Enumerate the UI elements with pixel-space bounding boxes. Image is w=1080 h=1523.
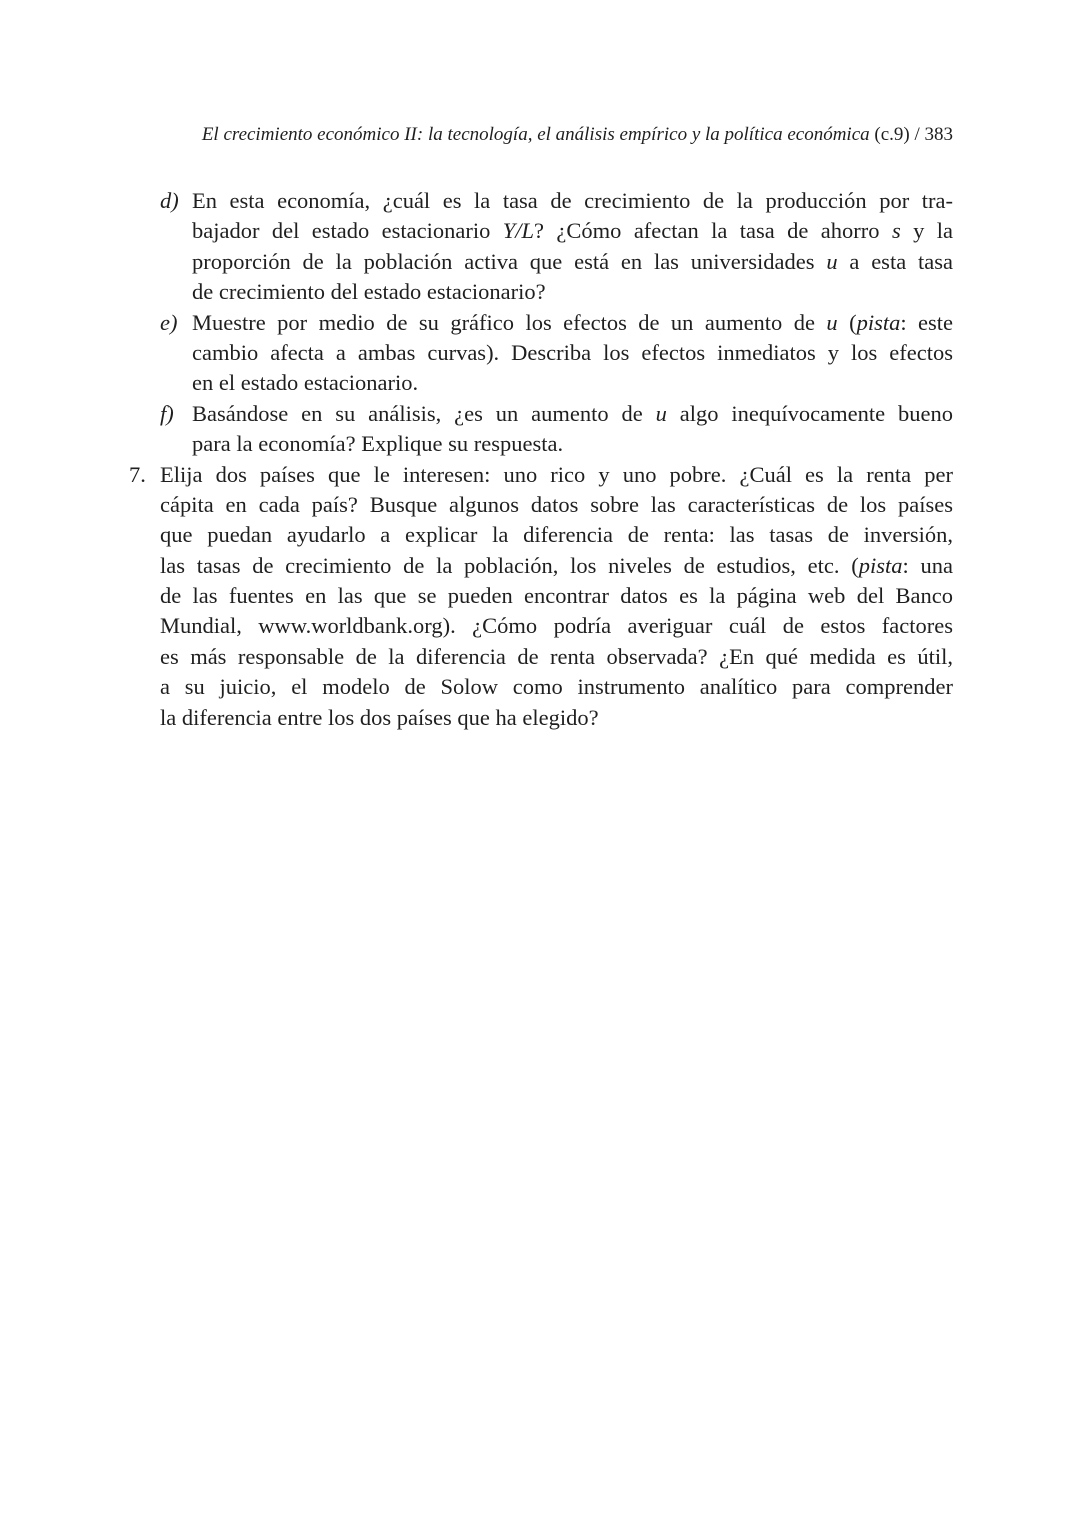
text-line	[192, 277, 953, 307]
text-segment: proporción de la población activa que está en las universidades	[192, 248, 827, 274]
header-separator: /	[914, 124, 920, 145]
header-chapter: (c.9)	[874, 124, 910, 145]
text-segment: Muestre por medio de su gráfico los efectos de un aumento de	[192, 309, 827, 335]
exercise-question	[0, 460, 1080, 734]
page-number: 383	[924, 124, 953, 145]
question-label: e)	[160, 309, 178, 335]
text-line	[160, 490, 953, 520]
text-line	[192, 308, 953, 338]
text-line	[192, 338, 953, 368]
text-segment: a esta tasa	[837, 248, 953, 274]
text-segment: es más responsable de la diferencia de renta observada? ¿En qué medida es útil,	[160, 643, 953, 669]
question-text	[192, 399, 953, 460]
text-line	[192, 368, 953, 398]
text-segment: Elija dos países que le interesen: uno rico y uno pobre. ¿Cuál es la renta per	[160, 461, 953, 487]
text-line	[160, 460, 953, 490]
text-line	[160, 551, 953, 581]
italic-text: u	[655, 400, 667, 426]
question-text	[192, 308, 953, 399]
running-header	[160, 124, 953, 146]
exercise-list	[0, 186, 1080, 733]
italic-text: s	[891, 218, 901, 244]
text-segment: que puedan ayudarlo a explicar la diferencia de renta: las tasas de inversión,	[160, 522, 953, 548]
sub-question	[0, 399, 1080, 460]
text-segment: de las fuentes en las que se pueden encontrar datos es la página web del Banco	[160, 583, 953, 609]
sub-question	[0, 308, 1080, 399]
text-segment: a su juicio, el modelo de Solow como instrumento analítico para comprender	[160, 674, 953, 700]
question-text	[160, 460, 953, 734]
text-line	[192, 399, 953, 429]
text-line	[192, 429, 953, 459]
question-label: d)	[160, 188, 179, 213]
text-segment: las tasas de crecimiento de la población, los niveles de estudios, etc. (	[160, 552, 859, 578]
question-label: 7.	[129, 461, 146, 487]
text-segment: para la economía? Explique su respuesta.	[192, 431, 564, 457]
text-segment: bajador del estado estacionario	[192, 218, 503, 244]
text-line	[192, 247, 953, 277]
text-line	[160, 520, 953, 550]
text-segment: : una	[902, 552, 953, 578]
italic-text: u	[826, 309, 838, 335]
sub-question	[0, 186, 1080, 308]
text-line	[160, 581, 953, 611]
text-line	[192, 186, 953, 216]
text-segment: En esta economía, ¿cuál es la tasa de crecimiento de la producción por tra-	[192, 188, 953, 213]
header-title: El crecimiento económico II: la tecnología, el análisis empírico y la política económica	[201, 124, 870, 145]
text-line	[160, 672, 953, 702]
text-segment: ? ¿Cómo afectan la tasa de ahorro	[534, 218, 892, 244]
text-segment: Basándose en su análisis, ¿es un aumento de	[192, 400, 656, 426]
text-segment: cápita en cada país? Busque algunos datos sobre las características de los países	[160, 491, 953, 517]
text-segment: : este	[900, 309, 953, 335]
text-segment: cambio afecta a ambas curvas). Describa los efectos inmediatos y los efectos	[192, 339, 953, 365]
text-segment: la diferencia entre los dos países que ha elegido?	[160, 704, 599, 730]
text-line	[160, 642, 953, 672]
text-segment: y la	[900, 218, 953, 244]
text-line	[160, 611, 953, 641]
text-segment: de crecimiento del estado estacionario?	[192, 279, 546, 305]
text-segment: algo inequívocamente bueno	[666, 400, 953, 426]
text-line	[192, 216, 953, 246]
italic-text: Y/L	[502, 218, 535, 244]
question-text	[192, 186, 953, 308]
italic-text: pista	[856, 309, 901, 335]
italic-text: u	[826, 248, 838, 274]
italic-text: pista	[858, 552, 903, 578]
text-segment: (	[837, 309, 857, 335]
text-segment: en el estado estacionario.	[192, 370, 419, 396]
question-label: f)	[160, 400, 174, 426]
text-line	[160, 703, 953, 733]
text-segment: Mundial, www.worldbank.org). ¿Cómo podría averiguar cuál de estos factores	[160, 613, 953, 639]
